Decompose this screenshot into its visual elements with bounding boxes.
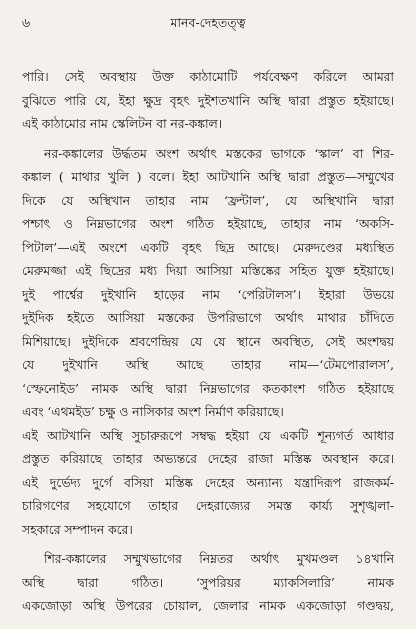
text-line: এবং ‘এথমইড’ চক্ষু ও নাসিকার অংশ নির্মাণ করিয়াছে। [22, 405, 284, 419]
text-line: পারি। সেই অবস্থায় উক্ত কাঠামোটি পর্যবেক্ষণ করিলে আমরা [22, 70, 394, 84]
text-line: সহকারে সম্পাদন করে। [22, 522, 133, 537]
text-line: শির-কঙ্কালের সম্মুখভাগের নিম্নতর অর্থাৎ মুখমণ্ডল ১৪খানি [44, 552, 394, 566]
text-line: দিকে যে অস্থিখান তাহার নাম ‘ফ্রন্টাল’, যে অস্থিখানি দ্বারা [22, 193, 394, 208]
text-line: ‘স্ফেনোইড’ নামক অস্থি দ্বারা নিম্নভাগের কতকাংশ গঠিত হইয়াছে [22, 381, 394, 396]
text-line: মেরুমজ্জা এই ছিদ্রের মধ্য দিয়া আসিয়া মস্তিষ্কের সহিত যুক্ত হইয়াছে। [22, 264, 394, 278]
text-line: নর-কঙ্কালের উর্দ্ধতম অংশ অর্থাৎ মস্তকের ভাগকে ‘স্কাল’ বা শির- [44, 146, 394, 161]
text-line: যে দুইখানি অস্থি আছে তাহার নাম—‘টেমপোরালস’, [22, 358, 394, 372]
page-header [0, 15, 416, 35]
text-line: বুঝিতে পারি যে, ইহা ক্ষুদ্র বৃহৎ দুইশতখানি অস্থি দ্বারা প্রস্তুত হইয়াছে। [22, 93, 394, 108]
text-line: অস্থি দ্বারা গঠিত। ‘সুপরিয়র ম্যাকসিলারি’ নামক [22, 575, 394, 590]
text-line: পশ্চাৎ ও নিম্নভাগের অংশ গঠিত হইয়াছে, তাহার নাম ‘অকসি- [22, 217, 394, 231]
text-line: পিটাল’—এই অংশে একটি বৃহৎ ছিদ্র আছে। মেরুদণ্ডের মধ্যস্থিত [22, 240, 394, 255]
text-line: প্রস্তুত করিয়াছে তাহার অভ্যন্তরে দেহের রাজা মস্তিষ্ক অবস্থান করে। [22, 452, 394, 466]
page-number: ৬ [22, 15, 31, 30]
text-line: একজোড়া অস্থি উপরের চোয়াল, জেলার নামক একজোড়া গণ্ডদ্বয়, [22, 599, 394, 613]
text-line: দুইদিক হইতে আসিয়া মস্তকের উপরিভাগে অর্থাৎ মাথার চাঁদিতে [22, 311, 394, 325]
text-line: কঙ্কাল ( মাথার খুলি ) বলে। ইহা আটখানি অস্থি দ্বারা প্রস্তুত—সম্মুখের [22, 170, 394, 184]
text-line: চারিগণের সহযোগে তাহার দেহরাজ্যের সমস্ত কার্য্য সুশৃঙ্খলা- [22, 499, 394, 513]
text-line: মিশিয়াছে। দুইদিকে শ্রবণেন্দ্রিয় যে যে স্থানে অবস্থিত, সেই অংশদ্বয় [22, 334, 394, 349]
text-line: এই দুর্ভেদ্য দুর্গে বসিয়া মস্তিষ্ক দেহের অন্যান্য যন্ত্রাদিরূপ রাজকর্ম- [22, 475, 394, 490]
running-title: মানব-দেহতত্ত্ব [170, 15, 246, 30]
text-line: এই আটখানি অস্থি সুচারুরূপে সম্বদ্ধ হইয়া যে একটি শূন্যগর্ত আধার [22, 428, 394, 443]
text-line: দুই পার্শ্বের দুইখানি হাড়ের নাম ‘পেরিটালস’। ইহারা উভয়ে [22, 287, 394, 302]
text-line: এই কাঠামোর নাম স্কেলিটন বা নর-কঙ্কাল। [22, 117, 223, 131]
